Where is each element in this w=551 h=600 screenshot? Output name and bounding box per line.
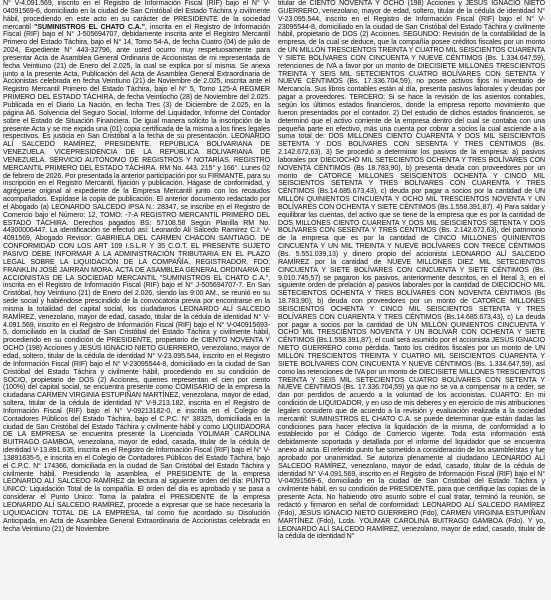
- text-columns: [3, 0, 548, 600]
- left-paragraph: [3, 0, 270, 533]
- company-name-bold: "SUMINISTROS EL CHATO C.A.": [34, 23, 145, 31]
- left-text-body: , inscrita en el Registro de Información Fiscal (RIF) bajo el N° J-505694707, debidamente inscrita ante el Registro Mercantil Primero del Estado Táchira, bajo el N° 14, Tomo 54-A, de fecha Cuatro (04) de julio de 2024, Expediente N° 443-32796, ante usted ocurro muy respetuosamente para presentar Acta de Asamblea General Ordinaria de Accionistas de mi representada de fecha Veintiuno (21) de Enero del 2.025, la cual se explica por sí misma. Se anexa junto a la presente Acta, Publicación del Acta de Asamblea General Extraordinaria de Accionistas celebrada en fecha Veintiuno (21) de Noviembre de 2.025, inscrita ante el Registro Mercantil Primero del Estado Táchira, bajo el N° 5, Tomo 125-A REGMER PRIMERO DEL ESTADO TÁCHIRA, de fecha Veintiocho (28) de Noviembre del 2.025. Publicada en el Diario La Nación, en fecha Tres (3) de Diciembre de 2.025, en la página A6. Solvencia del Seguro Social, Informe del Liquidador, Informe del Contador sobre el Estado de Situación Financiera. De igual manera solicito la inscripción de la presente Acta y se me expida una (01) copia certificada de la misma a los fines legales respectivos. Es justicia en San Cristóbal a la fecha de su presentación. LEONARDO ALÍ SALCEDO RAMÍREZ, PRESIDENTE. REPÚBLICA BOLIVARIANA DE VENEZUELA. VICEPRESIDENCIA DE LA REPÚBLICA BOLIVARIANA DE VENEZUELA. SERVICIO AUTÓNOMO DE REGISTROS Y NOTARÍAS. REGISTRO MERCANTIL PRIMERO DEL ESTADO TÁCHIRA. RM No. 443. 215° y 166°. Lunes 02 de febrero de 2026. Por presentada la anterior participación por su FIRMANTE, para su inscripción en el Registro Mercantil, fíjación y publicación. Hágase de conformidad, y agréguese original al expediente de la Empresa Mercantil junto con los recaudos acompañados. Expídase la copia de publicación. El anterior documento redactado por el Abogado (a) LEONARDO SALCEDO IPSA N.: 28347, se inscribe en el Registro de Comercio bajo el Número: 12, TOMO: -7-A REGISTRO MERCANTIL PRIMERO DEL ESTADO TÁCHIRA. Derechos pagados BS: 57108.58 Según Planilla RM No. 44300006447. La identificación se efectuó así: Leonardo Alí Salcedo Ramírez C.I: V-4091569, Abogado Revisor: GABRIELA DEL CARMEN CHACON SANTIAGO. DE CONFORMIDAD CON LOS ART 109 I.S.L.R Y 35 C.O.T. EL PRESENTE SUJETO PASIVO DEBE INFORMAR A LA ADMINISTRACIÓN TRIBUTARIA EN EL PLAZO LEGAL SOBRE LA LIQUIDACIÓN DE LA COMPAÑÍA. REGISTRADOR. FDO: FRANKLIN JOSÉ JAIRRAN MORA. ACTA DE ASAMBLEA GENERAL ORDINARIA DE ACCIONISTAS DE LA SOCIEDAD MERCANTIL "SUMINISTROS EL CHATO C.A.", inscrita en el Registro de Información Fiscal (RIF) bajo el N° J-505694707-7. En San Cristóbal, hoy Veintiuno (21) de Enero del 2.026, siendo las 9:00 AM., se reunió en su sede social y habiéndose prescindido de la convocatoria previa por encontrarse en la misma la totalidad del capital social, los ciudadanos LEONARDO ALÍ SALCEDO RAMÍREZ, venezolano, mayor de edad, casado, titular de la cédula de identidad N° V-4.091.569, inscrito en el Registro de Información Fiscal (RIF) bajo el N° V-040915693-5, domiciliado en la ciudad de San Cristóbal del Estado Táchira y civilmente hábil, procediendo en su condición de PRESIDENTE, propietario de CIENTO NOVENTA Y OCHO (198) Acciones y JESÚS IGNACIO NIETO GUERRERO, venezolano, mayor de edad, soltero, titular de la cédula de identidad N° V-23.095.544, inscrito en el Registro de Información Fiscal (RIF) bajo el N° V-23095544-8, domiciliado en la ciudad de San Cristóbal del Estado Táchira y civilmente hábil, procediendo en su condición de SOCIO, propietario de DOS (2) Acciones, quienes representan el cien por ciento (100%) del capital social, se encuentra presente como COMISARIO de la empresa la ciudadana CARMEN VIRGINIA ESTUPIÑAN MARTÍNEZ, venezolana, mayor de edad, soltera, titular de la cédula de identidad N° V-9.213.182, inscrita en el Registro de Información Fiscal (RIF) bajo el N° V-09213182-0, e inscrita en el Colegio de Contadores Públicos del Estado Táchira, bajo el C.P.C. N° 38325, domiciliada en la ciudad de San Cristóbal del Estado Táchira y civilmente hábil y como LIQUIDADORA DE LA EMPRESA se encuentra presente la Licenciada YOLIMAR CAROLINA BUITRAGO GAMBOA, venezolana, mayor de edad, casada, titular de la cédula de identidad V-13.891.635, inscrita en el Registro de Información Fiscal (RIF) bajo el N° V-13891635-5, e inscrita en el Colegio de Contadores Públicos del Estado Táchira, bajo el C.P.C. N° 174366, domiciliada en la ciudad de San Cristóbal del Estado Táchira y civilmente hábil. Presidiendo la asamblea, el PRESIDENTE de la empresa LEONARDO ALÍ SALCEDO RAMÍREZ da lectura al siguiente orden del día: PUNTO ÚNICO: Liquidación Total de la compañía. El orden del día es aprobado y se pasa a considerar el Punto Único: Toma la palabra el PRESIDENTE de la empresa LEONARDO ALÍ SALCEDO RAMÍREZ, procede a expresar que se hace necesaria la LIQUIDACIÓN TOTAL DE LA EMPRESA, tal como fue acordado su Disolución Anticipada, en Acta de Asamblea General Extraordinaria de Accionistas celebrada en fecha Veintiuno (21) de Noviembre: [3, 23, 270, 533]
- right-column: [278, 0, 545, 600]
- left-text-intro: N° V-4.091.569, inscrito en el Registro de Información Fiscal (RIF) bajo el N° V-04091569-6, domiciliado en la ciudad de San Cristóbal del Estado Táchira y civilmente hábil, procediendo en este acto en su carácter de PRESIDENTE de la sociedad mercantil: [3, 0, 270, 31]
- right-paragraph: titular de CIENTO NOVENTA Y OCHO (198) Acciones y JESÚS IGNACIO NIETO GUERRERO, venezolano, mayor de edad, soltero, titular de la cédula de identidad N° V-23.095.544, inscrito en el Registro de Información Fiscal (RIF) bajo el N° V-23095544-8, domiciliado en la ciudad de San Cristóbal del Estado Táchira y civilmente hábil, propietario de DOS (2) Acciones. SEGUNDO: Revisión de la contabilidad de la empresa, de la cual se deduce, que la compañía posee créditos fiscales por un monto de UN MILLÓN TRESCIENTOS TREINTA Y CUATRO MIL SEISCIENTOS CUARENTA Y SIETE BOLÍVARES CON CINCUENTA Y NUEVE CÉNTIMOS (Bs. 1.334.647,59), retenciones de IVA a favor por un monto de DIECISIETE MILLONES TRESCIENTOS TREINTA Y SEIS MIL SETECIENTOS CUATRO BOLÍVARES CON SETENTA Y NUEVE CÉNTIMOS (Bs. 17.336.704,59), no posee activos fijos ni inventario de Mercancía. Sus libros contables están al día, presenta pasivos laborales y deudas por pagar a proveedores. TERCERO: Si se hace la revisión de los asientos contables, según los últimos estados financieros, donde la empresa reporto movimiento que fueron presentados por el contador. 2) Del estudio de dichos estados financieros, se determinó que el activo corriente de la empresa dentro del cual se contaba con una pequeña parte en efectivo, más una cuenta por cobrar a socios la cual asciende a la suma total de: DOS MILLONES CIENTO CUARENTA Y DOS MIL SEISCIENTOS SETENTA Y DOS BOLÍVARES CON SESENTA Y TRES CÉNTIMOS (Bs. 2.142.672,63). 3) Se procedió a determinar los pasivos de la empresa: a) pasivos laborales por DIECIOCHO MIL SETECIENTOS OCHENTA Y TRES BOLÍVARES CON NOVENTA CÉNTIMOS (Bs 18.783,90), b) presenta deuda con proveedores por un monto de CATORCE MILLONES SEISCIENTOS OCHENTA Y CINCO MIL SEISCIENTOS SETENTA Y TRES BOLÍVARES CON CUARENTA Y TRES CÉNTIMOS (Bs.14.685.673,43), c) deuda por pagar a socios por la cantidad de UN MILLÓN QUINIENTOS CINCUENTA Y OCHO MIL TRESCIENTOS NOVENTA Y UN BOLÍVARES CON OCHENTA Y SIETE CÉNTIMOS (Bs.1.558.391,87). 4) Para saldar y equilibrar las cuentas, del activo que se tiene de la empresa que es por la cantidad de DOS MILLONES CIENTO CUARENTA Y DOS MIL SEISCIENTOS SETENTA Y DOS BOLÍVARES CON SESENTA Y TRES CÉNTIMOS (Bs. 2.142.672,63), del patrimonio de la empresa que es por la cantidad de CINCO MILLONES QUINIENTOS CINCUENTA Y UN MIL TREINTA Y NUEVE BOLÍVARES CON TRECE CÉNTIMOS (Bs. 5.551.039,13) y dinero propio del accionista LEONARDO ALÍ SALCEDO RAMÍREZ por la cantidad de NUEVE MILLONES DIEZ MIL SETECIENTOS CINCUENTA Y SIETE BOLÍVARES CON CINCUENTA Y SIETE CÉNTIMOS (Bs. 9.010.745,57) se pagaron los pasivos, anteriormente descritos, en el literal 3, en el siguiente orden de prelación a) pasivos laborales por la cantidad de DIECIOCHO MIL SETECIENTOS OCHENTA Y TRES BOLÍVARES CON NOVENTA CÉNTIMOS (Bs 18.783,90), b) deuda con proveedores por un monto de CATORCE MILLONES SEISCIENTOS OCHENTA Y CINCO MIL SEISCIENTOS SETENTA Y TRES BOLÍVARES CON CUARENTA Y TRES CÉNTIMOS (Bs.14.685.673,43), c) La deuda por pagar a socios por la cantidad de UN MILLÓN QUINIENTOS CINCUENTA Y OCHO MIL TRESCIENTOS NOVENTA Y UN BOLÍVAR CON OCHENTA Y SIETE CÉNTIMOS (Bs.1.558.391,87), el cual será asumido por el accionista JESÚS IGNACIO NIETO GUERRERO como pérdida. Tanto los créditos fiscales por un monto de UN MILLÓN TRESCIENTOS TREINTA Y CUATRO MIL SEISCIENTOS CUARENTA Y SIETE BOLÍVARES CON CINCUENTA Y NUEVE CÉNTIMOS (Bs. 1.334.647,59), así como las retenciones de IVA por un monto de DIECISIETE MILLONES TRESCIENTOS TREINTA Y SEIS MIL SETECIENTOS CUATRO BOLÍVARES CON SETENTA Y NUEVE CÉNTIMOS (Bs. 17.336.704,59) ya que no se va a compensar ni a ceder, se dan por perdidos de acuerdo a la voluntad de los accionistas. CUARTO: En mi condición de LIQUIDADOR, y en uso de mis deberes y en ejercicio de mis atribuciones legales considero que de acuerdo a la revisión y evaluación realizada a la sociedad mercantil: SUMINISTROS EL CHATO C.A. se puede determinar que están dadas las condiciones para hacer efectiva la liquidación de la misma, de conformidad a lo establecido por el Código de Comercio vigente. Toda esta información está debidamente soportada y detallada por el informe del liquidador que se encuentra anexo al acta. El referido punto fue sometido a consideración de los asambleístas y fue aprobado por unanimidad. Se autoriza plenamente al ciudadano LEONARDO ALÍ SALCEDO RAMÍREZ, venezolano, mayor de edad, casado, titular de la cédula de identidad N° V-4.091.569, inscrito en el Registro de Información Fiscal (RIF) bajo el N° V-04091569-6, domiciliado en la ciudad de San Cristóbal del Estado Táchira y civilmente hábil, en su condición de PRESIDENTE, para que certifique las copias de la presente Acta. No habiendo otro asunto sobre el cual tratar, terminó la reunión, se redactó y firmaron en señal de conformidad: LEONARDO ALÍ SALCEDO RAMÍREZ (Fdo), JESÚS IGNACIO NIETO GUERRERO (Fdo), CARMEN VIRGINIA ESTUPIÑAN MARTÍNEZ (Fdo), Lcda. YOLIMAR CAROLINA BUITRAGO GAMBOA (Fdo). Y yo, LEONARDO ALÍ SALCEDO RAMÍREZ, venezolano, mayor de edad, casado, titular de la cédula de identidad N°: [278, 0, 545, 541]
- left-column: [3, 0, 270, 600]
